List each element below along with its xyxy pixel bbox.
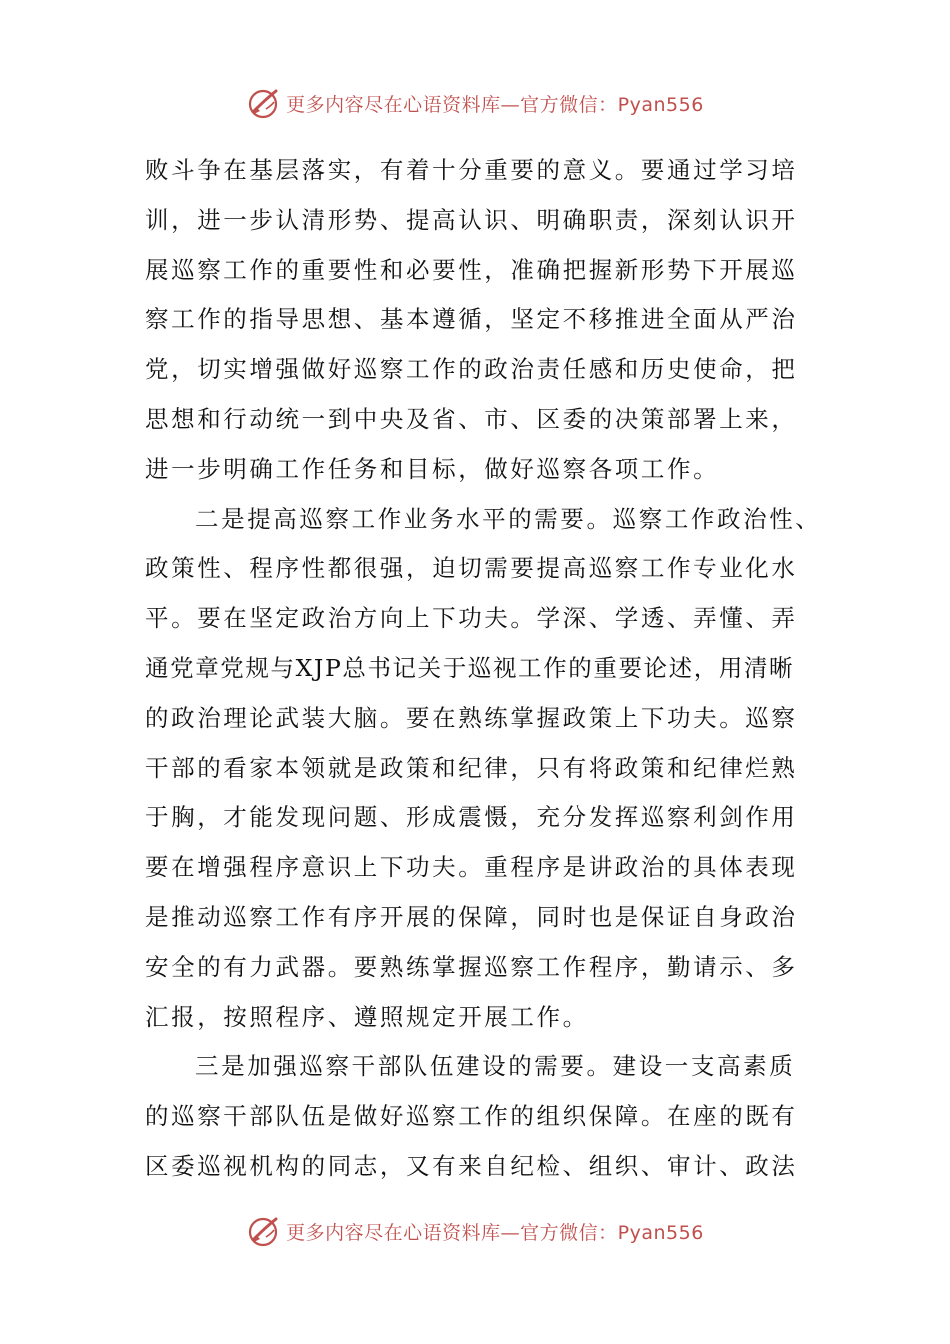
text-line: 通党章党规与XJP总书记关于巡视工作的重要论述，用清晰: [145, 653, 795, 682]
pen-logo-icon: [246, 1213, 282, 1249]
text-line: 政策性、程序性都很强，迫切需要提高巡察工作专业化水: [145, 554, 798, 583]
watermark-header: [0, 83, 950, 123]
text-line: 党，切实增强做好巡察工作的政治责任感和历史使命，把: [145, 355, 798, 384]
text-line: 干部的看家本领就是政策和纪律，只有将政策和纪律烂熟: [145, 753, 798, 782]
document-body: [145, 146, 822, 1192]
pen-logo-icon: [246, 85, 282, 121]
watermark-text: 更多内容尽在心语资料库—官方微信：Pyan556: [286, 93, 704, 116]
text-line: 进一步明确工作任务和目标，做好巡察各项工作。: [145, 454, 720, 483]
watermark-text: 更多内容尽在心语资料库—官方微信：Pyan556: [286, 1221, 704, 1244]
text-line: 的巡察干部队伍是做好巡察工作的组织保障。在座的既有: [145, 1102, 798, 1131]
watermark-id: Pyan556: [617, 93, 704, 116]
text-line: 展巡察工作的重要性和必要性，准确把握新形势下开展巡: [145, 255, 798, 284]
text-line: 思想和行动统一到中央及省、市、区委的决策部署上来，: [145, 404, 798, 433]
text-line: 训，进一步认清形势、提高认识、明确职责，深刻认识开: [145, 205, 798, 234]
text-line: 区委巡视机构的同志，又有来自纪检、组织、审计、政法: [145, 1151, 798, 1180]
text-line: 败斗争在基层落实，有着十分重要的意义。要通过学习培: [145, 156, 798, 184]
watermark-id: Pyan556: [617, 1221, 704, 1244]
text-line: 平。要在坚定政治方向上下功夫。学深、学透、弄懂、弄: [145, 604, 798, 633]
text-line: 汇报，按照程序、遵照规定开展工作。: [145, 1002, 589, 1031]
paragraph-start-line: 二是提高巡察工作业务水平的需要。巡察工作政治性、: [195, 504, 822, 533]
text-line: 要在增强程序意识上下功夫。重程序是讲政治的具体表现: [145, 853, 798, 882]
text-line: 安全的有力武器。要熟练掌握巡察工作程序，勤请示、多: [145, 952, 798, 981]
text-line: 是推动巡察工作有序开展的保障，同时也是保证自身政治: [145, 902, 798, 931]
text-line: 察工作的指导思想、基本遵循，坚定不移推进全面从严治: [145, 305, 798, 334]
paragraph-start-line: 三是加强巡察干部队伍建设的需要。建设一支高素质: [195, 1052, 796, 1081]
text-line: 于胸，才能发现问题、形成震慑，充分发挥巡察利剑作用: [145, 803, 798, 832]
watermark-footer: [0, 1211, 950, 1251]
text-line: 的政治理论武装大脑。要在熟练掌握政策上下功夫。巡察: [145, 703, 798, 732]
